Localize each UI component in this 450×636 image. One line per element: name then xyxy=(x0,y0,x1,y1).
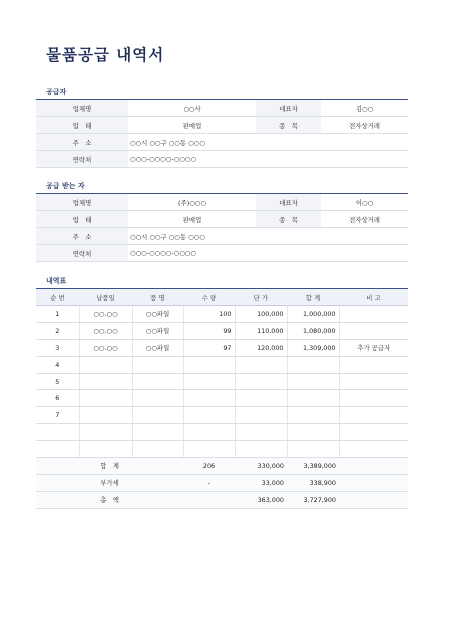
cell-note xyxy=(339,390,408,407)
receiver-table xyxy=(36,193,408,262)
cell-total xyxy=(287,407,339,424)
cell-date xyxy=(79,373,132,390)
receiver-address-value: ○○시 ○○구 ○○동 ○○○ xyxy=(128,228,408,245)
cell-note xyxy=(339,322,408,339)
cell-price: 110,000 xyxy=(235,322,287,339)
cell-price xyxy=(235,390,287,407)
receiver-row-company xyxy=(36,194,408,211)
table-row xyxy=(36,356,408,373)
cell-date xyxy=(79,407,132,424)
cell-qty xyxy=(183,407,235,424)
cell-note xyxy=(339,407,408,424)
receiver-business-label: 업 태 xyxy=(36,211,128,228)
cell-total xyxy=(287,373,339,390)
summary-note xyxy=(339,491,408,508)
supplier-row-company xyxy=(36,100,408,117)
table-row xyxy=(36,306,408,323)
summary-qty: - xyxy=(183,474,235,491)
supplier-row-contact xyxy=(36,151,408,168)
cell-qty xyxy=(183,373,235,390)
supplier-category-value: 전자상거래 xyxy=(321,117,408,134)
receiver-business-value: 판매업 xyxy=(128,211,256,228)
cell-total xyxy=(287,390,339,407)
supplier-address-label: 주 소 xyxy=(36,134,128,151)
summary-label: 총 액 xyxy=(36,491,183,508)
cell-price: 100,000 xyxy=(235,306,287,323)
supplier-category-label: 종 목 xyxy=(256,117,321,134)
summary-price: 363,000 xyxy=(235,491,287,508)
summary-row xyxy=(36,458,408,475)
supplier-contact-label: 연락처 xyxy=(36,151,128,168)
summary-note xyxy=(339,458,408,475)
supplier-table xyxy=(36,99,408,168)
supplier-ceo-label: 대표자 xyxy=(256,100,321,117)
receiver-row-contact xyxy=(36,245,408,262)
supplier-company-label: 업체명 xyxy=(36,100,128,117)
receiver-contact-value: ○○○-○○○○-○○○○ xyxy=(128,245,408,262)
cell-product: ○○파일 xyxy=(132,322,183,339)
header-product: 품 명 xyxy=(132,289,183,306)
cell-seq: 5 xyxy=(36,373,79,390)
summary-body xyxy=(36,458,408,509)
header-note: 비 고 xyxy=(339,289,408,306)
receiver-contact-label: 연락처 xyxy=(36,245,128,262)
cell-date xyxy=(79,356,132,373)
table-row xyxy=(36,339,408,356)
receiver-section-label: 공급 받는 자 xyxy=(46,182,85,190)
cell-date: ○○.○○ xyxy=(79,339,132,356)
cell-price xyxy=(235,407,287,424)
receiver-ceo-label: 대표자 xyxy=(256,194,321,211)
summary-label: 부가세 xyxy=(36,474,183,491)
supplier-row-address xyxy=(36,134,408,151)
cell-note: 추가 공급자 xyxy=(339,339,408,356)
cell-seq: 1 xyxy=(36,306,79,323)
summary-note xyxy=(339,474,408,491)
cell-price xyxy=(235,441,287,458)
cell-date xyxy=(79,424,132,441)
supplier-business-label: 업 태 xyxy=(36,117,128,134)
table-row xyxy=(36,390,408,407)
receiver-ceo-value: 이○○ xyxy=(321,194,408,211)
table-row xyxy=(36,373,408,390)
items-section-label: 내역표 xyxy=(46,277,67,285)
cell-note xyxy=(339,424,408,441)
summary-row xyxy=(36,491,408,508)
summary-total: 3,727,900 xyxy=(287,491,339,508)
header-date: 납품일 xyxy=(79,289,132,306)
cell-total: 1,309,000 xyxy=(287,339,339,356)
cell-total xyxy=(287,441,339,458)
header-total: 합 계 xyxy=(287,289,339,306)
table-row xyxy=(36,441,408,458)
cell-date: ○○.○○ xyxy=(79,322,132,339)
supplier-address-value: ○○시 ○○구 ○○동 ○○○ xyxy=(128,134,408,151)
supplier-company-value: ○○사 xyxy=(128,100,256,117)
cell-product xyxy=(132,407,183,424)
receiver-row-address xyxy=(36,228,408,245)
cell-total xyxy=(287,424,339,441)
items-table xyxy=(36,288,408,509)
summary-row xyxy=(36,474,408,491)
cell-note xyxy=(339,441,408,458)
cell-seq: 2 xyxy=(36,322,79,339)
cell-date: ○○.○○ xyxy=(79,306,132,323)
cell-qty: 97 xyxy=(183,339,235,356)
cell-qty: 100 xyxy=(183,306,235,323)
items-body xyxy=(36,306,408,458)
cell-product xyxy=(132,373,183,390)
summary-qty xyxy=(183,491,235,508)
cell-product xyxy=(132,390,183,407)
cell-qty xyxy=(183,441,235,458)
cell-qty: 99 xyxy=(183,322,235,339)
summary-label: 합 계 xyxy=(36,458,183,475)
cell-date xyxy=(79,441,132,458)
receiver-company-label: 업체명 xyxy=(36,194,128,211)
header-price: 단 가 xyxy=(235,289,287,306)
cell-qty xyxy=(183,424,235,441)
cell-seq: 6 xyxy=(36,390,79,407)
summary-total: 3,389,000 xyxy=(287,458,339,475)
receiver-row-business xyxy=(36,211,408,228)
cell-price xyxy=(235,373,287,390)
receiver-category-value: 전자상거래 xyxy=(321,211,408,228)
header-qty: 수 량 xyxy=(183,289,235,306)
cell-seq xyxy=(36,441,79,458)
cell-product xyxy=(132,424,183,441)
cell-total xyxy=(287,356,339,373)
summary-price: 330,000 xyxy=(235,458,287,475)
cell-price: 120,000 xyxy=(235,339,287,356)
cell-seq: 4 xyxy=(36,356,79,373)
cell-product xyxy=(132,441,183,458)
supplier-ceo-value: 김○○ xyxy=(321,100,408,117)
cell-seq: 3 xyxy=(36,339,79,356)
page-title: 물품공급 내역서 xyxy=(46,46,165,64)
summary-qty: 206 xyxy=(183,458,235,475)
cell-note xyxy=(339,356,408,373)
cell-note xyxy=(339,373,408,390)
cell-seq xyxy=(36,424,79,441)
cell-product xyxy=(132,356,183,373)
cell-total: 1,000,000 xyxy=(287,306,339,323)
cell-product: ○○파일 xyxy=(132,339,183,356)
cell-qty xyxy=(183,356,235,373)
receiver-address-label: 주 소 xyxy=(36,228,128,245)
receiver-category-label: 종 목 xyxy=(256,211,321,228)
cell-note xyxy=(339,306,408,323)
supplier-section-label: 공급자 xyxy=(46,88,67,96)
cell-price xyxy=(235,424,287,441)
cell-price xyxy=(235,356,287,373)
summary-price: 33,000 xyxy=(235,474,287,491)
supplier-contact-value: ○○○-○○○○-○○○○ xyxy=(128,151,408,168)
cell-seq: 7 xyxy=(36,407,79,424)
summary-total: 338,900 xyxy=(287,474,339,491)
items-header-row xyxy=(36,289,408,306)
receiver-company-value: (주)○○○ xyxy=(128,194,256,211)
cell-total: 1,080,000 xyxy=(287,322,339,339)
cell-qty xyxy=(183,390,235,407)
header-seq: 순 번 xyxy=(36,289,79,306)
table-row xyxy=(36,424,408,441)
table-row xyxy=(36,322,408,339)
cell-product: ○○파일 xyxy=(132,306,183,323)
supplier-business-value: 판매업 xyxy=(128,117,256,134)
table-row xyxy=(36,407,408,424)
cell-date xyxy=(79,390,132,407)
supplier-row-business xyxy=(36,117,408,134)
